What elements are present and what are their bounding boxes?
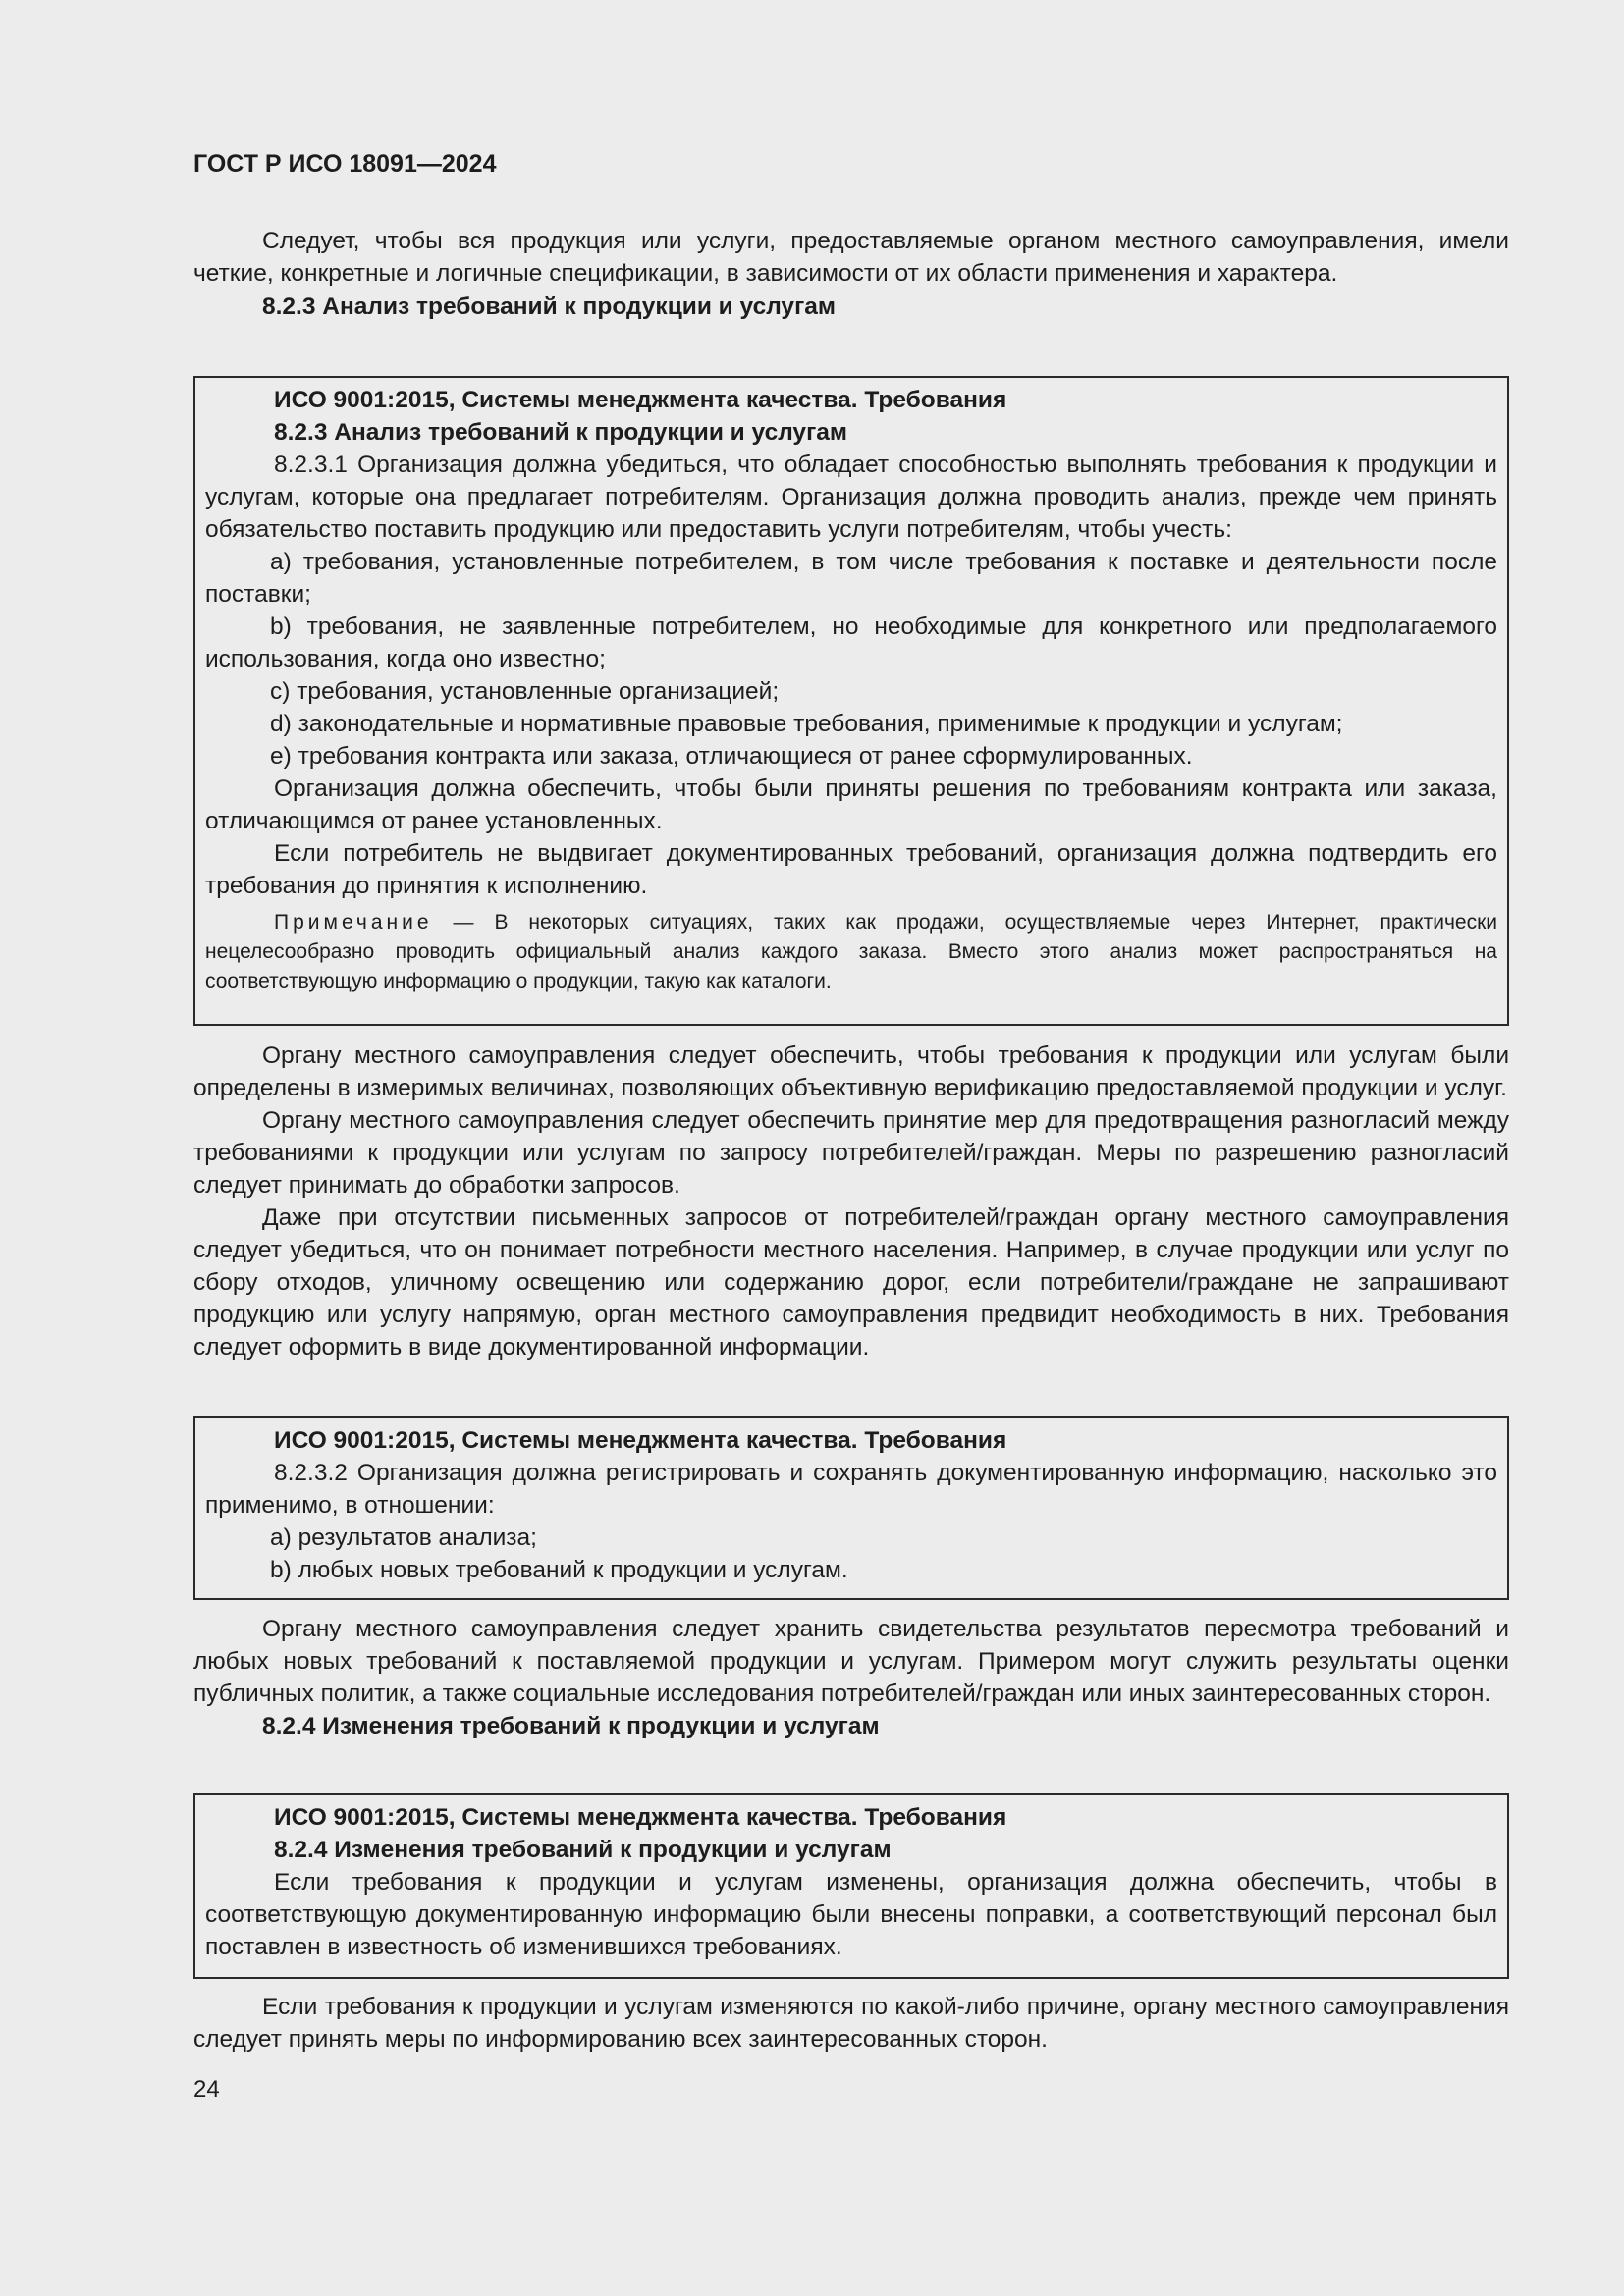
document-header: ГОСТ Р ИСО 18091—2024 xyxy=(193,150,497,178)
quote-heading: 8.2.3 Анализ требований к продукции и услугам xyxy=(274,419,848,446)
iso-quote-box-8-2-4 xyxy=(193,1793,1509,1979)
section-heading-8-2-4: 8.2.4 Изменения требований к продукции и услугам xyxy=(262,1713,880,1739)
quote-paragraph: 8.2.3.2 Организация должна регистрировать и сохранять документированную информацию, насколько это применимо, в отношении: xyxy=(205,1460,1497,1519)
iso-quote-box-8-2-3-2 xyxy=(193,1416,1509,1600)
paragraph: Если требования к продукции и услугам изменяются по какой-либо причине, органу местного самоуправления следует принять меры по информированию всех заинтересованных сторон. xyxy=(193,1994,1509,2053)
note-text: — В некоторых ситуациях, таких как продажи, осуществляемые через Интернет, практически нецелесообразно проводить официальный анализ каждого заказа. Вместо этого анализ может распространяться на соответствующую информацию о продукции, такую как каталоги. xyxy=(205,911,1497,992)
list-item: b) требования, не заявленные потребителем, но необходимые для конкретного или предполагаемого использования, когда оно известно; xyxy=(205,614,1497,672)
list-item: e) требования контракта или заказа, отличающиеся от ранее сформулированных. xyxy=(270,743,1193,770)
iso-quote-box-8-2-3 xyxy=(193,376,1509,1026)
quote-paragraph: 8.2.3.1 Организация должна убедиться, что обладает способностью выполнять требования к продукции и услугам, которые она предлагает потребителям. Организация должна проводить анализ, прежде чем принять обязательство поставить продукцию или предоставить услуги потребителям, чтобы учесть: xyxy=(205,452,1497,543)
list-item: c) требования, установленные организацией; xyxy=(270,678,780,705)
note-label: Примечание xyxy=(274,911,433,934)
quote-heading: 8.2.4 Изменения требований к продукции и услугам xyxy=(274,1837,892,1863)
quote-title: ИСО 9001:2015, Системы менеджмента качества. Требования xyxy=(274,1804,1007,1831)
paragraph: Органу местного самоуправления следует обеспечить, чтобы требования к продукции или услугам были определены в измеримых величинах, позволяющих объективную верификацию предоставляемой продукции и услуг. xyxy=(193,1042,1509,1101)
quote-paragraph: Если требования к продукции и услугам изменены, организация должна обеспечить, чтобы в соответствующую документированную информацию были внесены поправки, а соответствующий персонал был поставлен в известность об изменившихся требованиях. xyxy=(205,1869,1497,1960)
list-item: a) требования, установленные потребителем, в том числе требования к поставке и деятельности после поставки; xyxy=(205,549,1497,608)
list-item: a) результатов анализа; xyxy=(270,1524,537,1551)
paragraph: Даже при отсутствии письменных запросов от потребителей/граждан органу местного самоуправления следует убедиться, что он понимает потребности местного населения. Например, в случае продукции или услуг по сбору отходов, уличному освещению или содержанию дорог, если потребители/граждане не запрашивают продукцию или услугу напрямую, орган местного самоуправления предвидит необходимость в них. Требования следует оформить в виде документированной информации. xyxy=(193,1204,1509,1361)
note xyxy=(205,908,1497,996)
list-item: b) любых новых требований к продукции и услугам. xyxy=(270,1557,848,1583)
paragraph: Следует, чтобы вся продукция или услуги, предоставляемые органом местного самоуправления, имели четкие, конкретные и логичные спецификации, в зависимости от их области применения и характера. xyxy=(193,228,1509,287)
quote-paragraph: Организация должна обеспечить, чтобы были приняты решения по требованиям контракта или заказа, отличающимся от ранее установленных. xyxy=(205,775,1497,834)
paragraph: Органу местного самоуправления следует обеспечить принятие мер для предотвращения разногласий между требованиями к продукции или услугам по запросу потребителей/граждан. Меры по разрешению разногласий следует принимать до обработки запросов. xyxy=(193,1107,1509,1199)
quote-paragraph: Если потребитель не выдвигает документированных требований, организация должна подтвердить его требования до принятия к исполнению. xyxy=(205,840,1497,899)
quote-title: ИСО 9001:2015, Системы менеджмента качества. Требования xyxy=(274,387,1007,413)
quote-title: ИСО 9001:2015, Системы менеджмента качества. Требования xyxy=(274,1427,1007,1454)
list-item: d) законодательные и нормативные правовые требования, применимые к продукции и услугам; xyxy=(270,711,1343,737)
page-number: 24 xyxy=(193,2076,220,2103)
section-heading-8-2-3: 8.2.3 Анализ требований к продукции и услугам xyxy=(262,294,837,320)
paragraph: Органу местного самоуправления следует хранить свидетельства результатов пересмотра требований и любых новых требований к поставляемой продукции и услугам. Примером могут служить результаты оценки публичных политик, а также социальные исследования потребителей/граждан или иных заинтересованных сторон. xyxy=(193,1616,1509,1707)
